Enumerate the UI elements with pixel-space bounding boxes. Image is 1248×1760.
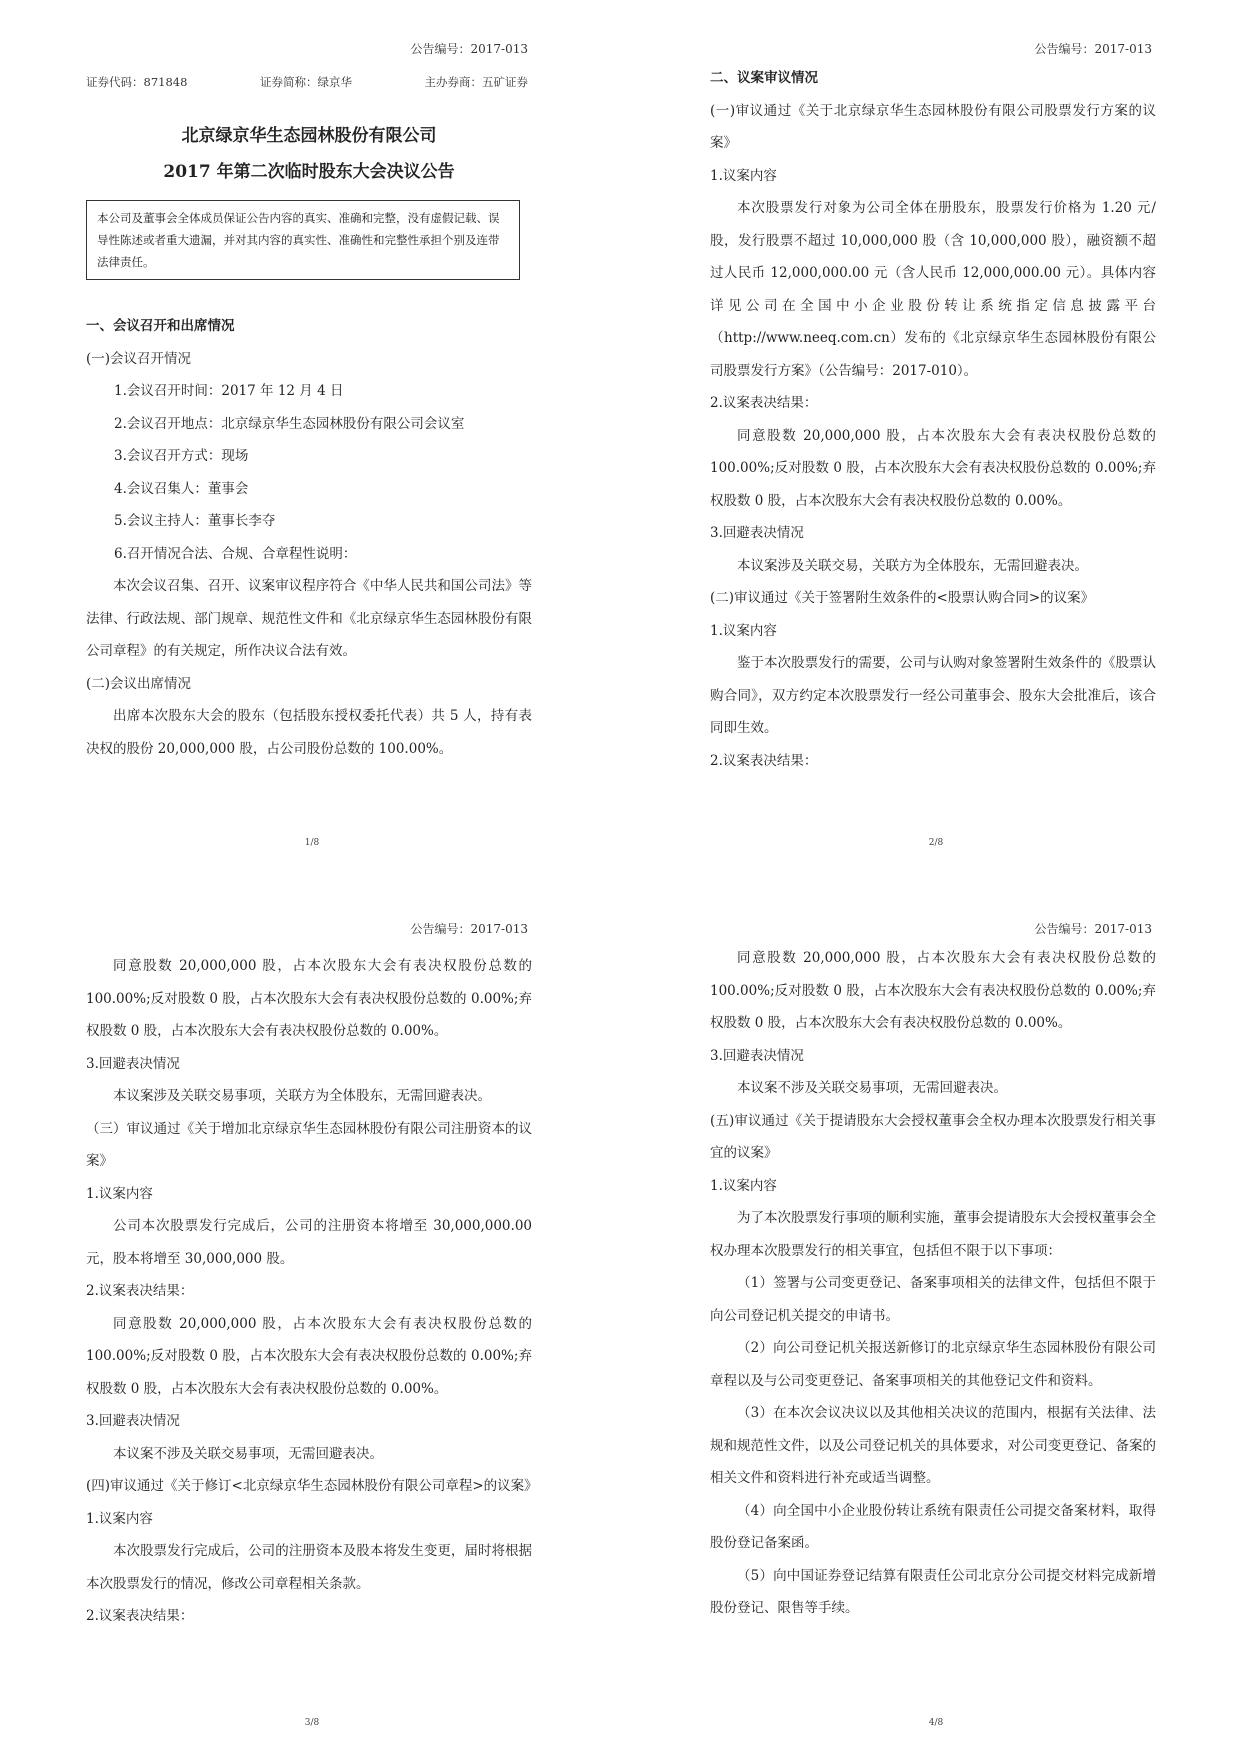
paragraph: 本议案涉及关联交易，关联方为全体股东，无需回避表决。 — [737, 557, 1088, 574]
paragraph: 2.议案表决结果： — [710, 752, 818, 769]
paragraph: 3.回避表决情况 — [86, 1413, 180, 1429]
paragraph: 本议案不涉及关联交易事项，无需回避表决。 — [113, 1445, 383, 1462]
security-info-row — [86, 72, 528, 92]
paragraph: 3.回避表决情况 — [710, 525, 804, 541]
paragraph: 同意股数 20,000,000 股，占本次股东大会有表决权股份总数的 100.00%;反对股数 0 股，占本次股东大会有表决权股份总数的 0.00%;弃权股数 0 股，占本次股东大会有表决权股份总数的 0.00%。 — [86, 1315, 532, 1397]
paragraph: (一)审议通过《关于北京绿京华生态园林股份有限公司股票发行方案的议案》 — [710, 102, 1156, 151]
paragraph: 鉴于本次股票发行的需要，公司与认购对象签署附生效条件的《股票认购合同》，双方约定本次股票发行一经公司董事会、股东大会批准后，该合同即生效。 — [710, 655, 1156, 736]
title-line-2: 2017 年第二次临时股东大会决议公告 — [163, 162, 455, 182]
page-header: 公告编号：2017-013 — [410, 42, 528, 56]
paragraph: 2.会议召开地点：北京绿京华生态园林股份有限公司会议室 — [114, 415, 465, 432]
paragraph: 同意股数 20,000,000 股，占本次股东大会有表决权股份总数的 100.00%;反对股数 0 股，占本次股东大会有表决权股份总数的 0.00%;弃权股数 0 股，占本次股东大会有表决权股份总数的 0.00%。 — [86, 958, 532, 1039]
paragraph: （2）向公司登记机关报送新修订的北京绿京华生态园林股份有限公司章程以及与公司变更登记、备案事项相关的其他登记文件和资料。 — [710, 1340, 1156, 1389]
security-short-name: 证券简称：绿京华 — [259, 75, 352, 89]
page-content — [86, 950, 538, 1633]
page-number: 2/8 — [928, 838, 944, 848]
page-header: 公告编号：2017-013 — [1034, 42, 1152, 56]
title-line-1: 北京绿京华生态园林股份有限公司 — [181, 126, 437, 146]
paragraph: 本次股票发行完成后，公司的注册资本及股本将发生变更，届时将根据本次股票发行的情况，修改公司章程相关条款。 — [86, 1543, 532, 1592]
paragraph: 本议案不涉及关联交易事项，无需回避表决。 — [737, 1080, 1007, 1096]
paragraph: 1.议案内容 — [710, 167, 777, 184]
paragraph: （1）签署与公司变更登记、备案事项相关的法律文件，包括但不限于向公司登记机关提交的申请书。 — [710, 1275, 1156, 1324]
paragraph: 本议案涉及关联交易事项，关联方为全体股东，无需回避表决。 — [113, 1088, 491, 1104]
page-lines — [710, 62, 1156, 777]
paragraph: 6.召开情况合法、合规、合章程性说明： — [114, 545, 357, 562]
paragraph: 为了本次股票发行事项的顺利实施，董事会提请股东大会授权董事会全权办理本次股票发行的相关事宜，包括但不限于以下事项： — [710, 1210, 1156, 1259]
paragraph: 出席本次股东大会的股东（包括股东授权委托代表）共 5 人，持有表决权的股份 20,000,000 股，占公司股份总数的 100.00%。 — [86, 708, 532, 757]
paragraph: 4.会议召集人：董事会 — [114, 480, 249, 497]
paragraph: 1.议案内容 — [86, 1185, 153, 1202]
page-4 — [624, 880, 1248, 1760]
paragraph: 1.会议召开时间：2017 年 12 月 4 日 — [114, 383, 344, 399]
paragraph: （5）向中国证券登记结算有限责任公司北京分公司提交材料完成新增股份登记、限售等手续。 — [710, 1567, 1156, 1616]
paragraph: 3.回避表决情况 — [86, 1055, 180, 1072]
paragraph: 2.议案表决结果： — [86, 1283, 194, 1299]
paragraph: 一、会议召开和出席情况 — [86, 318, 235, 334]
page-number: 3/8 — [304, 1718, 320, 1728]
page-lines — [86, 950, 538, 1633]
paragraph: (二)审议通过《关于签署附生效条件的<股票认购合同>的议案》 — [710, 590, 1095, 606]
page-2 — [624, 0, 1248, 880]
sponsor-broker: 主办券商：五矿证券 — [424, 75, 528, 89]
paragraph: (五)审议通过《关于提请股东大会授权董事会全权办理本次股票发行相关事宜的议案》 — [710, 1112, 1156, 1161]
page-content — [710, 62, 1156, 777]
page-number: 4/8 — [928, 1718, 944, 1728]
paragraph: 本次股票发行对象为公司全体在册股东，股票发行价格为 1.20 元/股，发行股票不超过 10,000,000 股（含 10,000,000 股），融资额不超过人民币 12,000,000.00 元（含人民币 12,000,000.00 元）。具体内容详见公司在全国中小企业股份转让系统指定信息披露平台（http://www.neeq.com.cn）发布的《北京绿京华生态园林股份有限公司股票发行方案》（公告编号：2017-010）。 — [710, 200, 1156, 379]
paragraph: 2.议案表决结果： — [710, 395, 818, 411]
paragraph: 本次会议召集、召开、议案审议程序符合《中华人民共和国公司法》等法律、行政法规、部门规章、规范性文件和《北京绿京华生态园林股份有限公司章程》的有关规定，所作决议合法有效。 — [86, 578, 532, 659]
paragraph: 二、议案审议情况 — [710, 70, 818, 86]
page-content — [86, 70, 532, 765]
paragraph: 2.议案表决结果： — [86, 1608, 194, 1624]
security-code: 证券代码：871848 — [86, 75, 188, 89]
paragraph: 1.议案内容 — [710, 622, 777, 639]
paragraph: （3）在本次会议决议以及其他相关决议的范围内，根据有关法律、法规和规范性文件，以及公司登记机关的具体要求，对公司变更登记、备案的相关文件和资料进行补充或适当调整。 — [710, 1405, 1156, 1486]
page-lines — [86, 310, 532, 765]
paragraph: (一)会议召开情况 — [86, 350, 192, 367]
page-lines — [710, 942, 1156, 1625]
paragraph: （三）审议通过《关于增加北京绿京华生态园林股份有限公司注册资本的议案》 — [86, 1120, 532, 1169]
paragraph: （4）向全国中小企业股份转让系统有限责任公司提交备案材料，取得股份登记备案函。 — [710, 1502, 1156, 1551]
paragraph: 3.会议召开方式：现场 — [114, 448, 249, 464]
paragraph: 1.议案内容 — [710, 1177, 777, 1194]
page-header: 公告编号：2017-013 — [410, 922, 528, 936]
paragraph: 5.会议主持人：董事长李夺 — [114, 513, 276, 529]
page-number: 1/8 — [304, 838, 320, 848]
page-3 — [0, 880, 624, 1760]
paragraph: (二)会议出席情况 — [86, 675, 192, 692]
disclaimer-box: 本公司及董事会全体成员保证公告内容的真实、准确和完整，没有虚假记载、误导性陈述或者重大遗漏，并对其内容的真实性、准确性和完整性承担个别及连带法律责任。 — [86, 200, 520, 280]
page-content — [710, 942, 1156, 1625]
page-header: 公告编号：2017-013 — [1034, 922, 1152, 936]
paragraph: 3.回避表决情况 — [710, 1047, 804, 1064]
paragraph: 同意股数 20,000,000 股，占本次股东大会有表决权股份总数的 100.00%;反对股数 0 股，占本次股东大会有表决权股份总数的 0.00%;弃权股数 0 股，占本次股东大会有表决权股份总数的 0.00%。 — [710, 950, 1156, 1031]
document-title — [86, 118, 532, 190]
paragraph: 同意股数 20,000,000 股，占本次股东大会有表决权股份总数的 100.00%;反对股数 0 股，占本次股东大会有表决权股份总数的 0.00%;弃权股数 0 股，占本次股东大会有表决权股份总数的 0.00%。 — [710, 427, 1156, 509]
paragraph: 公司本次股票发行完成后，公司的注册资本将增至 30,000,000.00 元，股本将增至 30,000,000 股。 — [86, 1218, 532, 1267]
paragraph: (四)审议通过《关于修订<北京绿京华生态园林股份有限公司章程>的议案》 — [86, 1478, 538, 1494]
page-1 — [0, 0, 624, 880]
paragraph: 1.议案内容 — [86, 1510, 153, 1527]
